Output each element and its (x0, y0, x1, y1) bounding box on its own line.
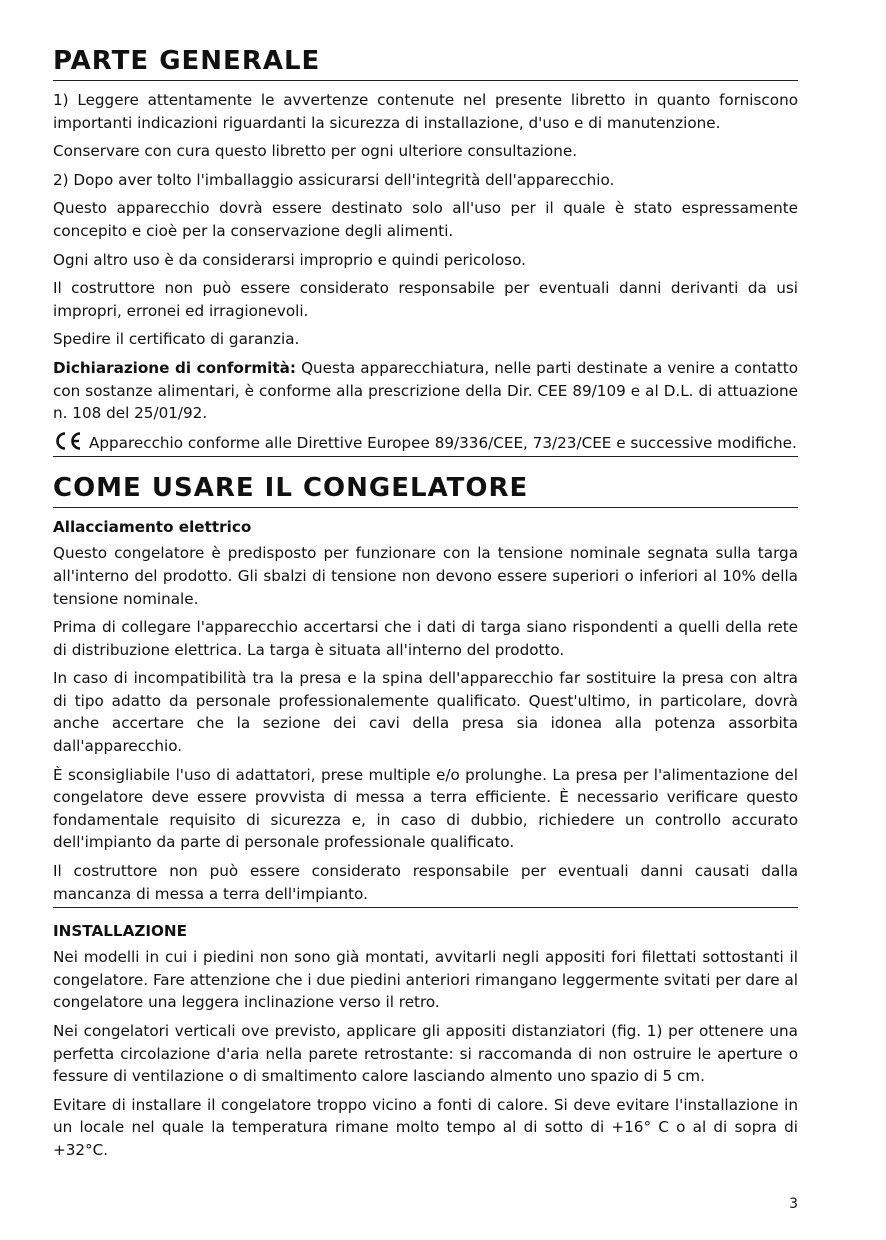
ce-mark-icon (53, 431, 83, 451)
paragraph: È sconsigliabile l'uso di adattatori, prese multiple e/o prolunghe. La presa per l'alimentazione del congelatore deve essere provvista di messa a terra efficiente. È necessario verificare questo fondamentale requisito di sicurezza e, in caso di dubbio, richiedere un controllo accurato dell'impianto da parte di personale professionale qualificato. (53, 765, 798, 852)
paragraph: Conservare con cura questo libretto per ogni ulteriore consultazione. (53, 142, 578, 161)
paragraph: Ogni altro uso è da considerarsi improprio e quindi pericoloso. (53, 250, 526, 269)
manual-page (53, 44, 798, 1168)
page-number: 3 (789, 1196, 798, 1212)
paragraph: 1) Leggere attentamente le avvertenze contenute nel presente libretto in quanto forniscono importanti indicazioni riguardanti la sicurezza di installazione, d'uso e di manutenzione. (53, 91, 798, 132)
conformity-text: Questa apparecchiatura, nelle parti destinate a venire a contatto con sostanze alimentari, è conforme alla prescrizione della Dir. CEE 89/109 e al D.L. di attuazione n. 108 del 25/01/92. (53, 358, 798, 423)
conformity-label: Dichiarazione di conformità: (53, 358, 296, 377)
conformity-paragraph (53, 357, 798, 425)
paragraph: In caso di incompatibilità tra la presa e la spina dell'apparecchio far sostituire la presa con altra di tipo adatto da personale professionalemente qualificato. Quest'ultimo, in particolare, dovrà anche accertare che la sezione dei cavi della presa sia idonea alla potenza assorbita dall'apparecchio. (53, 669, 798, 756)
section-title-general: PARTE GENERALE (53, 44, 798, 81)
paragraph: Prima di collegare l'apparecchio accertarsi che i dati di targa siano rispondenti a quelli della rete di distribuzione elettrica. La targa è situata all'interno del prodotto. (53, 618, 798, 659)
paragraph: Il costruttore non può essere considerato responsabile per eventuali danni derivanti da usi impropri, erronei ed irragionevoli. (53, 279, 798, 320)
subsection-title-installation: INSTALLAZIONE (53, 922, 188, 941)
paragraph: Nei modelli in cui i piedini non sono già montati, avvitarli negli appositi fori filettati sottostanti il congelatore. Fare attenzione che i due piedini anteriori rimangano leggermente svitati per dare al congelatore una leggera inclinazione verso il retro. (53, 948, 798, 1012)
section-title-usage: COME USARE IL CONGELATORE (53, 471, 798, 508)
paragraph: 2) Dopo aver tolto l'imballaggio assicurarsi dell'integrità dell'apparecchio. (53, 170, 615, 189)
paragraph: Questo apparecchio dovrà essere destinato solo all'uso per il quale è stato espressamente concepito e cioè per la conservazione degli alimenti. (53, 199, 798, 240)
ce-paragraph (53, 431, 798, 455)
subsection-title-electrical: Allacciamento elettrico (53, 518, 252, 537)
section-general (53, 44, 798, 457)
paragraph: Spedire il certificato di garanzia. (53, 330, 300, 349)
paragraph: Questo congelatore è predisposto per funzionare con la tensione nominale segnata sulla targa all'interno del prodotto. Gli sbalzi di tensione non devono essere superiori o inferiori al 10% della tensione nominale. (53, 544, 798, 608)
ce-text: Apparecchio conforme alle Direttive Europee 89/336/CEE, 73/23/CEE e successive modifiche. (89, 433, 797, 452)
section-usage (53, 471, 798, 908)
divider (53, 907, 798, 908)
divider (53, 456, 798, 457)
paragraph: Nei congelatori verticali ove previsto, applicare gli appositi distanziatori (fig. 1) per ottenere una perfetta circolazione d'aria nella parete retrostante: si raccomanda di non ostruire le aperture o fessure di ventilazione o di smaltimento calore lasciando almento uno spazio di 5 cm. (53, 1022, 798, 1086)
section-installation (53, 920, 798, 1161)
paragraph: Il costruttore non può essere considerato responsabile per eventuali danni causati dalla mancanza di messa a terra dell'impianto. (53, 862, 798, 903)
paragraph: Evitare di installare il congelatore troppo vicino a fonti di calore. Si deve evitare l'installazione in un locale nel quale la temperatura rimane molto tempo al di sotto di +16° C o al di sopra di +32°C. (53, 1095, 798, 1159)
